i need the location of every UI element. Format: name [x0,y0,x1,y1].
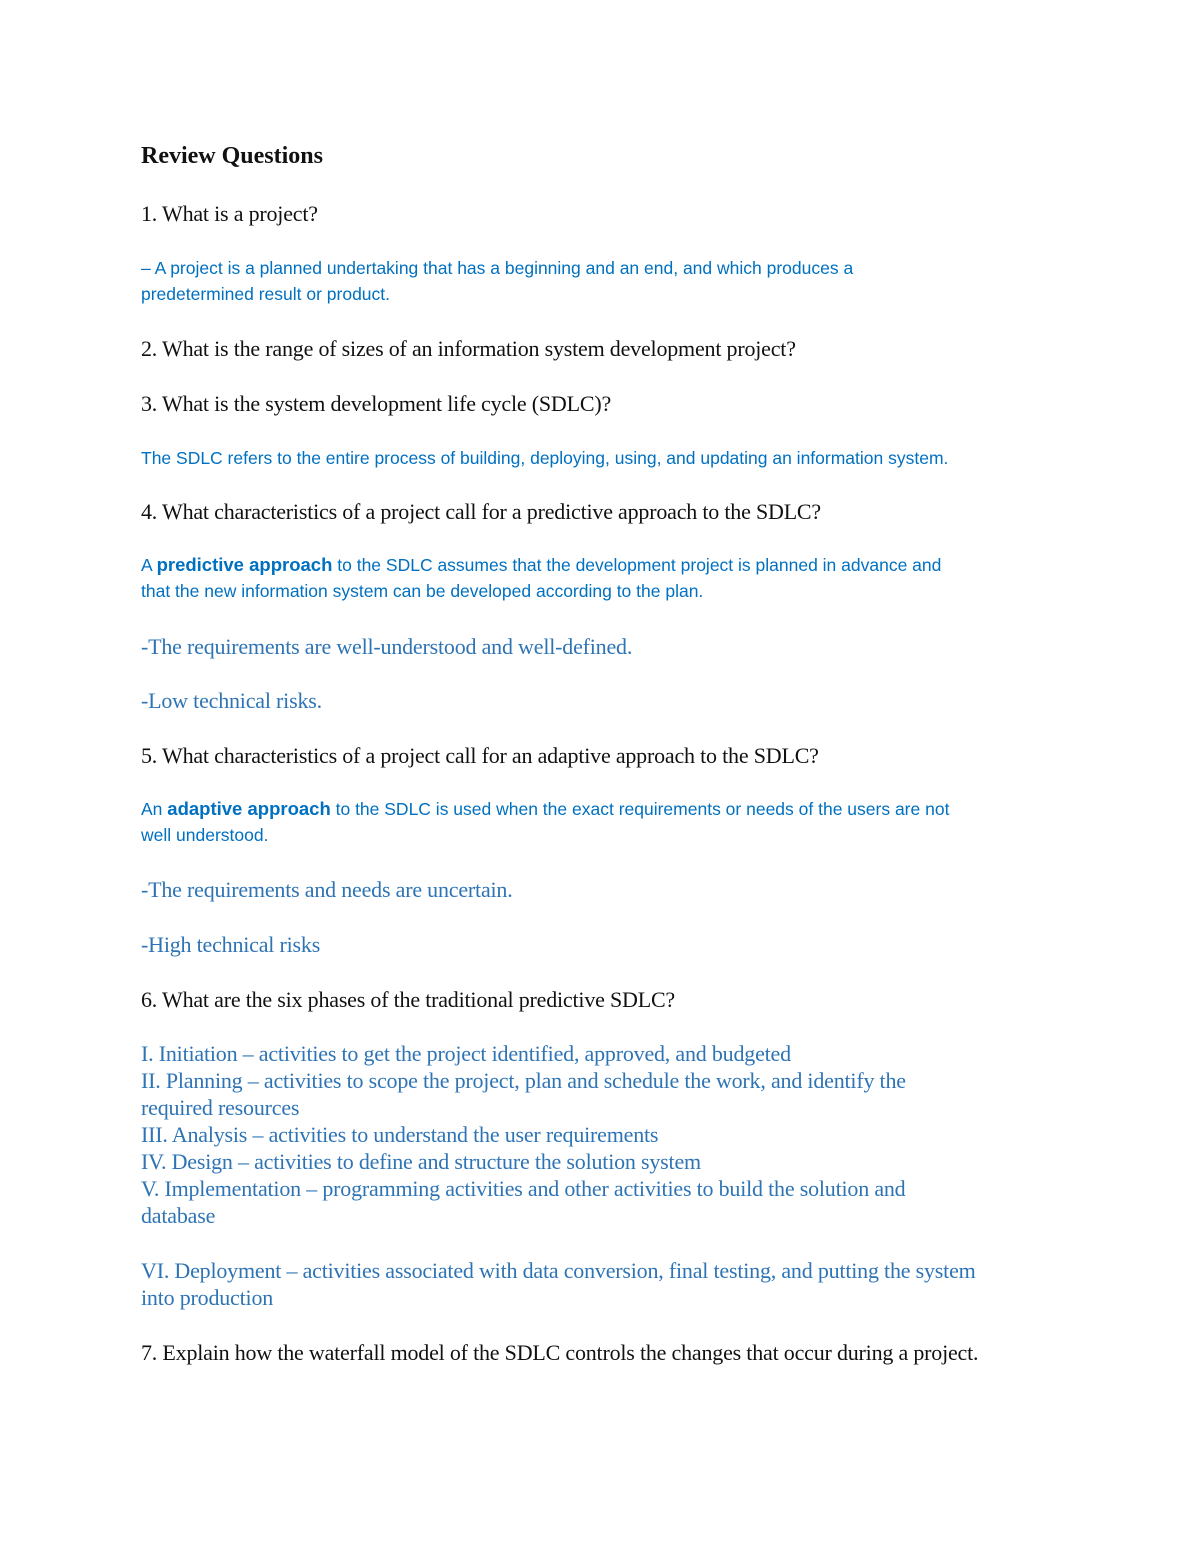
answer-5-line-1-rest: to the SDLC is used when the exact requirements or needs of the users are not [330,799,950,819]
answer-4-point-1: -The requirements are well-understood and well-defined. [141,634,633,659]
phase-1: I. Initiation – activities to get the project identified, approved, and budgeted [141,1041,791,1066]
answer-4-line-1-rest: to the SDLC assumes that the development project is planned in advance and [332,555,942,575]
question-4: 4. What characteristics of a project call for a predictive approach to the SDLC? [141,499,821,524]
predictive-approach-term: predictive approach [156,554,333,575]
answer-5-line-2: well understood. [141,825,269,845]
answer-3: The SDLC refers to the entire process of building, deploying, using, and updating an information system. [141,448,949,468]
question-5: 5. What characteristics of a project call for an adaptive approach to the SDLC? [141,743,819,768]
answer-4-point-2: -Low technical risks. [141,688,322,713]
phase-4: IV. Design – activities to define and structure the solution system [141,1149,701,1174]
phase-6-line-2: into production [141,1285,274,1310]
adaptive-approach-term: adaptive approach [167,798,331,819]
phase-5-line-2: database [141,1203,216,1228]
answer-5-line-1 [141,798,949,820]
phase-2-line-2: required resources [141,1095,300,1120]
question-7: 7. Explain how the waterfall model of the SDLC controls the changes that occur during a project. [141,1340,979,1365]
phase-5-line-1: V. Implementation – programming activities and other activities to build the solution and [141,1176,906,1201]
answer-1-line-2: predetermined result or product. [141,284,391,304]
answer-4-prefix: A [141,555,157,575]
phase-3: III. Analysis – activities to understand the user requirements [141,1122,659,1147]
answer-5-point-1: -The requirements and needs are uncertain. [141,877,513,902]
answer-1-line-1: – A project is a planned undertaking that has a beginning and an end, and which produces a [141,258,854,278]
answer-5-point-2: -High technical risks [141,932,321,957]
question-3: 3. What is the system development life cycle (SDLC)? [141,391,612,416]
phase-6-line-1: VI. Deployment – activities associated with data conversion, final testing, and putting the system [141,1258,976,1283]
page-title: Review Questions [141,143,323,169]
answer-5-prefix: An [141,799,168,819]
question-2: 2. What is the range of sizes of an information system development project? [141,336,796,361]
question-1: 1. What is a project? [141,201,318,226]
question-6: 6. What are the six phases of the traditional predictive SDLC? [141,987,675,1012]
phase-2-line-1: II. Planning – activities to scope the project, plan and schedule the work, and identify the [141,1068,906,1093]
answer-4-line-2: that the new information system can be developed according to the plan. [141,581,704,601]
answer-4-line-1 [141,554,941,576]
